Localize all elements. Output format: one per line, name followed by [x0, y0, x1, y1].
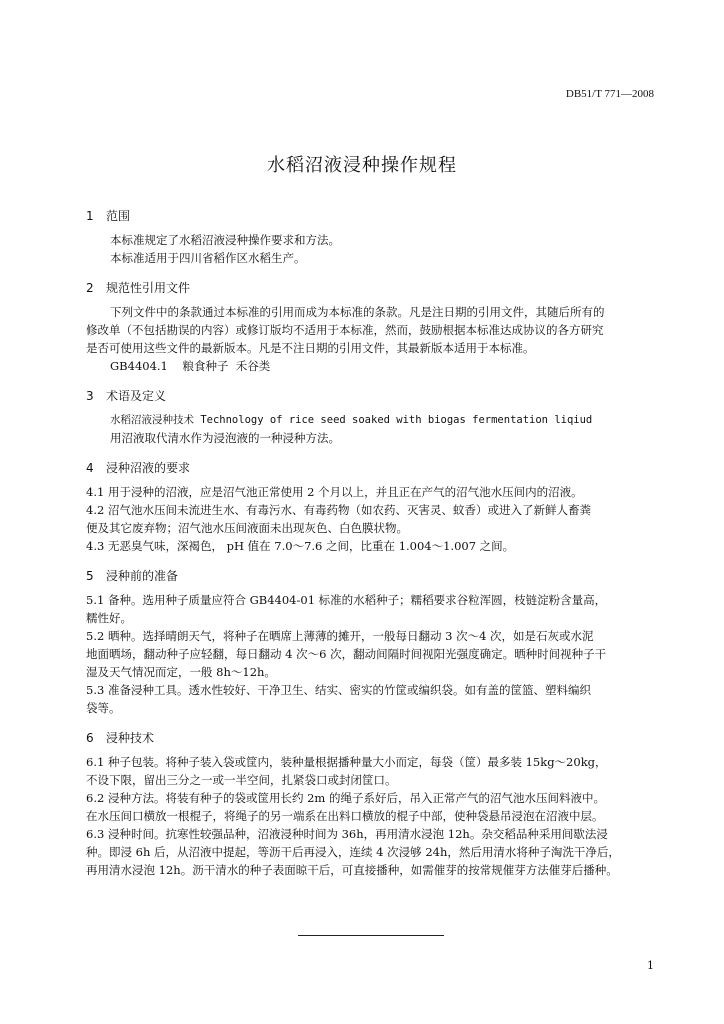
clause-6-3: 6.3 浸种时间。抗寒性较强品种，沼液浸种时间为 36h，再用清水浸泡 12h。杂交稻品种采用间歇法浸	[86, 827, 608, 841]
normative-reference: GB4404.1 粮食种子 禾谷类	[110, 359, 271, 373]
section-6-heading	[86, 729, 658, 747]
clause-5-2: 5.2 晒种。选择晴朗天气，将种子在晒席上薄薄的摊开，一般每日翻动 3 次～4 次，如是石灰或水泥	[86, 629, 594, 643]
text-line: 是否可使用这些文件的最新版本。凡是不注日期的引用文件，其最新版本适用于本标准。	[86, 341, 535, 355]
page-title: 水稻沼液浸种操作规程	[267, 155, 457, 176]
section-3-heading	[86, 387, 658, 405]
section-1-heading	[86, 207, 658, 225]
section-number: 6	[86, 731, 94, 745]
section-number: 4	[86, 461, 94, 475]
section-number: 1	[86, 209, 94, 223]
standard-code: DB51/T 771—2008	[565, 88, 654, 100]
page-number: 1	[647, 959, 654, 972]
section-2-heading	[86, 279, 658, 297]
scope-paragraph: 本标准适用于四川省稻作区水稻生产。	[110, 251, 306, 265]
section-title: 规范性引用文件	[106, 281, 191, 295]
text-line: 下列文件中的条款通过本标准的引用而成为本标准的条款。凡是注日期的引用文件，其随后所有的	[110, 305, 605, 319]
clause-4-3: 4.3 无恶臭气味，深褐色， pH 值在 7.0～7.6 之间，比重在 1.004～1.007 之间。	[86, 539, 515, 553]
section-number: 3	[86, 389, 94, 403]
scope-paragraph: 本标准规定了水稻沼液浸种操作要求和方法。	[110, 233, 340, 247]
footer-divider	[298, 935, 444, 936]
text-line: 再用清水浸泡 12h。沥干清水的种子表面晾干后，可直接播种，如需催芽的按常规催芽方法催芽后播种。	[86, 863, 618, 877]
clause-4-2: 4.2 沼气池水压间未流进生水、有毒污水、有毒药物（如农药、灭害灵、蚊香）或进入了新鲜人畜粪	[86, 503, 591, 517]
text-line: 糯性好。	[86, 611, 132, 625]
section-5-heading	[86, 567, 658, 585]
text-line: 便及其它废弃物；沼气池水压间液面未出现灰色、白色膜状物。	[86, 521, 408, 535]
term-definition: 用沼液取代清水作为浸泡液的一种浸种方法。	[110, 431, 340, 445]
text-line: 湿及天气情况而定，一般 8h～12h。	[86, 665, 276, 679]
term-definition-title: 水稻沼液浸种技术 Technology of rice seed soaked with biogas fermentation liqiud	[110, 414, 593, 426]
section-number: 5	[86, 569, 94, 583]
section-title: 术语及定义	[106, 389, 167, 403]
clause-4-1: 4.1 用于浸种的沼液，应是沼气池正常使用 2 个月以上，并且正在产气的沼气池水压间内的沼液。	[86, 485, 583, 499]
text-line: 在水压间口横放一根棍子，将绳子的另一端系在出料口横放的棍子中部，使种袋悬吊浸泡在沼液中层。	[86, 809, 604, 823]
text-line: 种。即浸 6h 后，从沼液中提起，等沥干后再浸入，连续 4 次浸够 24h，然后用清水将种子淘洗干净后，	[86, 845, 620, 859]
clause-6-1: 6.1 种子包装。将种子装入袋或筐内，装种量根据播种量大小而定，每袋（筐）最多装 15kg～20kg，	[86, 755, 607, 769]
section-title: 浸种沼液的要求	[106, 461, 191, 475]
clause-6-2: 6.2 浸种方法。将装有种子的袋或筐用长约 2m 的绳子系好后，吊入正常产气的沼气池水压间料液中。	[86, 791, 605, 805]
text-line: 修改单（不包括勘误的内容）或修订版均不适用于本标准，然而，鼓励根据本标准达成协议的各方研究	[86, 323, 604, 337]
text-line: 不设下限，留出三分之一或一半空间，扎紧袋口或封闭筐口。	[86, 773, 397, 787]
clause-5-1: 5.1 备种。选用种子质量应符合 GB4404-01 标准的水稻种子；糯稻要求谷粒浑圆，枝链淀粉含量高，	[86, 593, 607, 607]
text-line: 袋等。	[86, 701, 121, 715]
document-body	[86, 207, 658, 879]
section-4-heading	[86, 459, 658, 477]
section-title: 浸种前的准备	[106, 569, 179, 583]
section-title: 浸种技术	[106, 731, 155, 745]
text-line: 地面晒场，翻动种子应轻翻，每日翻动 4 次～6 次，翻动间隔时间视阳光强度确定。晒种时间视种子干	[86, 647, 607, 661]
clause-5-3: 5.3 准备浸种工具。透水性较好、干净卫生、结实、密实的竹筐或编织袋。如有盖的筐篮、塑料编织	[86, 683, 591, 697]
section-title: 范围	[106, 209, 131, 223]
section-number: 2	[86, 281, 94, 295]
